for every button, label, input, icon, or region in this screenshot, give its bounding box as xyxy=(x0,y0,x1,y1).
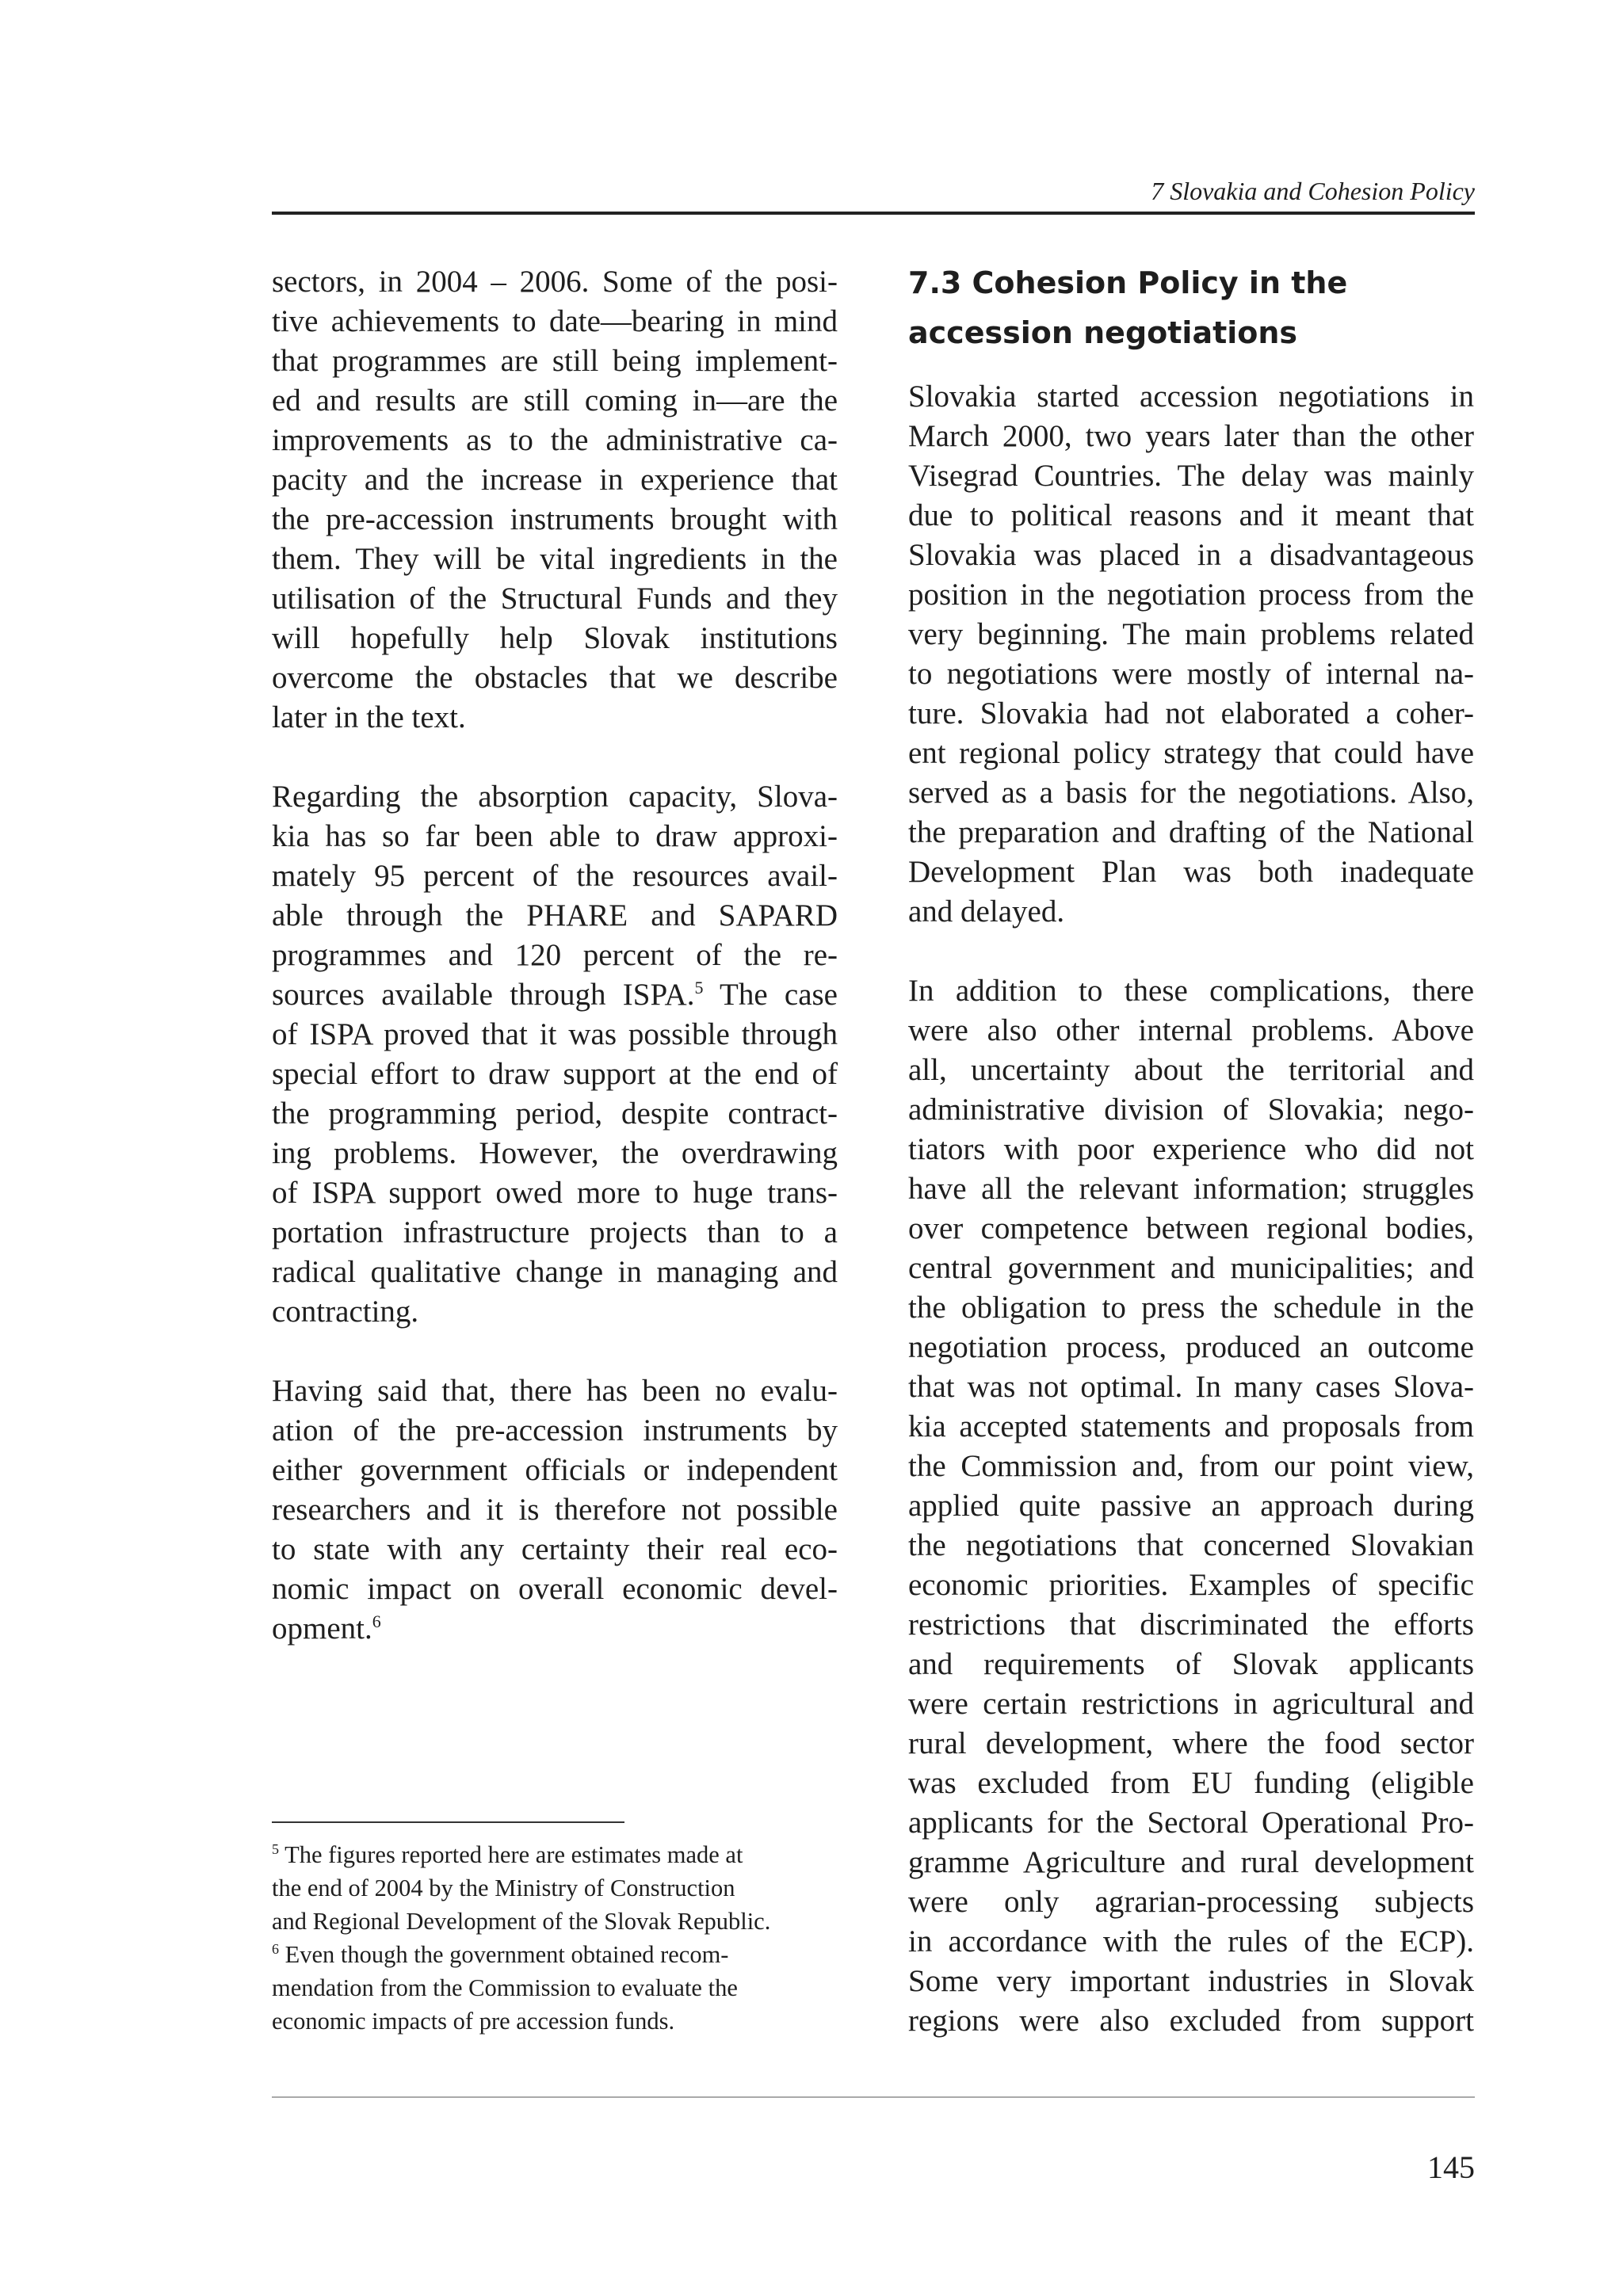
text-line: pacity and the increase in experience that xyxy=(272,463,838,497)
text-line: ent regional policy strategy that could have xyxy=(908,736,1474,770)
text-line: improvements as to the administrative ca- xyxy=(272,423,838,457)
section-heading xyxy=(908,258,1474,377)
footnote-reference: 5 xyxy=(694,978,704,997)
header-rule xyxy=(272,212,1475,215)
text-line: the pre-accession instruments brought with xyxy=(272,502,838,536)
text-line: the negotiations that concerned Slovakian xyxy=(908,1528,1474,1562)
section-heading-line: 7.3 Cohesion Policy in the xyxy=(908,265,1348,300)
text-line: In addition to these complications, there xyxy=(908,974,1474,1008)
footnote-number: 6 xyxy=(272,1941,279,1957)
text-line: were certain restrictions in agricultural and xyxy=(908,1687,1474,1721)
paragraph xyxy=(908,971,1474,2041)
footnote-reference: 6 xyxy=(372,1611,381,1631)
text-line: will hopefully help Slovak institutions xyxy=(272,621,838,655)
text-line: very beginning. The main problems related xyxy=(908,617,1474,651)
left-column xyxy=(272,262,838,1688)
text-line: programmes and 120 percent of the re- xyxy=(272,938,838,972)
text-line: Visegrad Countries. The delay was mainly xyxy=(908,459,1474,493)
text-line xyxy=(272,1609,838,1649)
text-line: due to political reasons and it meant that xyxy=(908,498,1474,532)
paragraph xyxy=(272,1371,838,1649)
running-header-title: 7 Slovakia and Cohesion Policy xyxy=(1151,177,1475,205)
text-line: applied quite passive an approach during xyxy=(908,1489,1474,1523)
text-line: sectors, in 2004 – 2006. Some of the posi- xyxy=(272,265,838,299)
text-line: gramme Agriculture and rural development xyxy=(908,1845,1474,1879)
text-line: tiators with poor experience who did not xyxy=(908,1132,1474,1166)
text-line: overcome the obstacles that we describe xyxy=(272,661,838,695)
text-segment: The case xyxy=(703,978,838,1012)
text-line: ed and results are still coming in—are the xyxy=(272,383,838,418)
section-heading-line: accession negotiations xyxy=(908,315,1298,350)
text-line: Regarding the absorption capacity, Slova- xyxy=(272,780,838,814)
text-line: of ISPA support owed more to huge trans- xyxy=(272,1176,838,1210)
text-line: central government and municipalities; and xyxy=(908,1251,1474,1285)
text-line: all, uncertainty about the territorial and xyxy=(908,1053,1474,1087)
text-line: contracting. xyxy=(272,1295,419,1329)
text-line: the Commission and, from our point view, xyxy=(908,1449,1474,1483)
text-line: that was not optimal. In many cases Slova- xyxy=(908,1370,1474,1404)
footnote-text: economic impacts of pre accession funds. xyxy=(272,2008,675,2035)
right-column xyxy=(908,262,1474,2081)
text-line: March 2000, two years later than the other xyxy=(908,419,1474,453)
footnote-line xyxy=(272,1838,842,1871)
footnote-text: The figures reported here are estimates made at xyxy=(279,1841,743,1868)
footnote-text: the end of 2004 by the Ministry of Construction xyxy=(272,1875,735,1901)
text-line: able through the PHARE and SAPARD xyxy=(272,898,838,933)
footer-rule xyxy=(272,2096,1475,2098)
text-line: were only agrarian-processing subjects xyxy=(908,1885,1474,1919)
text-line: either government officials or independent xyxy=(272,1453,838,1487)
text-line: of ISPA proved that it was possible through xyxy=(272,1017,838,1051)
paragraph xyxy=(272,777,838,1332)
page-number: 145 xyxy=(1427,2149,1475,2185)
text-line: the programming period, despite contract- xyxy=(272,1097,838,1131)
text-line: Some very important industries in Slovak xyxy=(908,1964,1474,1998)
right-column-body xyxy=(908,377,1474,2041)
text-line: kia has so far been able to draw approxi- xyxy=(272,819,838,853)
footnote-text: mendation from the Commission to evaluate the xyxy=(272,1974,738,2001)
text-line: economic priorities. Examples of specific xyxy=(908,1568,1474,1602)
text-line: special effort to draw support at the end of xyxy=(272,1057,838,1091)
text-line: applicants for the Sectoral Operational Pro- xyxy=(908,1806,1474,1840)
text-line: in accordance with the rules of the ECP). xyxy=(908,1924,1474,1958)
text-line: Development Plan was both inadequate xyxy=(908,855,1474,889)
text-line: radical qualitative change in managing and xyxy=(272,1255,838,1289)
footnote-line xyxy=(272,1971,842,2004)
text-line: portation infrastructure projects than to a xyxy=(272,1215,838,1249)
footnote-number: 5 xyxy=(272,1841,279,1857)
text-line: ture. Slovakia had not elaborated a coher- xyxy=(908,696,1474,730)
footnote xyxy=(272,1938,842,2038)
text-line: rural development, where the food sector xyxy=(908,1726,1474,1760)
footnote-text: Even though the government obtained recom- xyxy=(279,1941,729,1968)
text-line: was excluded from EU funding (eligible xyxy=(908,1766,1474,1800)
text-line: later in the text. xyxy=(272,700,466,734)
text-line: to state with any certainty their real eco- xyxy=(272,1532,838,1566)
text-line: Slovakia was placed in a disadvantageous xyxy=(908,538,1474,572)
text-line: that programmes are still being implement- xyxy=(272,344,838,378)
text-line: and delayed. xyxy=(908,894,1065,929)
text-line: over competence between regional bodies, xyxy=(908,1211,1474,1245)
text-line: Slovakia started accession negotiations in xyxy=(908,379,1474,414)
footnote-line xyxy=(272,2004,842,2038)
text-line: tive achievements to date—bearing in mind xyxy=(272,304,838,338)
text-line: negotiation process, produced an outcome xyxy=(908,1330,1474,1364)
text-line: administrative division of Slovakia; nego- xyxy=(908,1093,1474,1127)
footnote-text: and Regional Development of the Slovak Republic. xyxy=(272,1908,771,1935)
footnotes xyxy=(272,1838,842,2038)
footnote-line xyxy=(272,1905,842,1938)
text-line: the preparation and drafting of the National xyxy=(908,815,1474,849)
paragraph xyxy=(908,377,1474,932)
text-line: ation of the pre-accession instruments by xyxy=(272,1413,838,1447)
text-line: and requirements of Slovak applicants xyxy=(908,1647,1474,1681)
text-line: utilisation of the Structural Funds and they xyxy=(272,582,838,616)
footnote-line xyxy=(272,1938,842,1971)
text-line: were also other internal problems. Above xyxy=(908,1013,1474,1047)
text-line: them. They will be vital ingredients in the xyxy=(272,542,838,576)
text-line: have all the relevant information; struggles xyxy=(908,1172,1474,1206)
text-line: nomic impact on overall economic devel- xyxy=(272,1572,838,1606)
text-line: to negotiations were mostly of internal na- xyxy=(908,657,1474,691)
paragraph xyxy=(272,262,838,738)
text-line: position in the negotiation process from the xyxy=(908,578,1474,612)
text-line: researchers and it is therefore not possible xyxy=(272,1493,838,1527)
text-line: restrictions that discriminated the efforts xyxy=(908,1608,1474,1642)
text-line: the obligation to press the schedule in the xyxy=(908,1291,1474,1325)
text-line: kia accepted statements and proposals from xyxy=(908,1409,1474,1444)
footnote xyxy=(272,1838,842,1938)
text-line: regions were also excluded from support xyxy=(908,2004,1474,2038)
text-line: Having said that, there has been no evalu- xyxy=(272,1374,838,1408)
text-segment: sources available through ISPA. xyxy=(272,978,695,1012)
text-line xyxy=(272,975,838,1015)
text-segment: opment. xyxy=(272,1611,372,1646)
text-line: ing problems. However, the overdrawing xyxy=(272,1136,838,1170)
footnote-line xyxy=(272,1871,842,1905)
text-line: served as a basis for the negotiations. Also, xyxy=(908,776,1474,810)
text-line: mately 95 percent of the resources avail- xyxy=(272,859,838,893)
footnote-separator xyxy=(272,1821,624,1823)
